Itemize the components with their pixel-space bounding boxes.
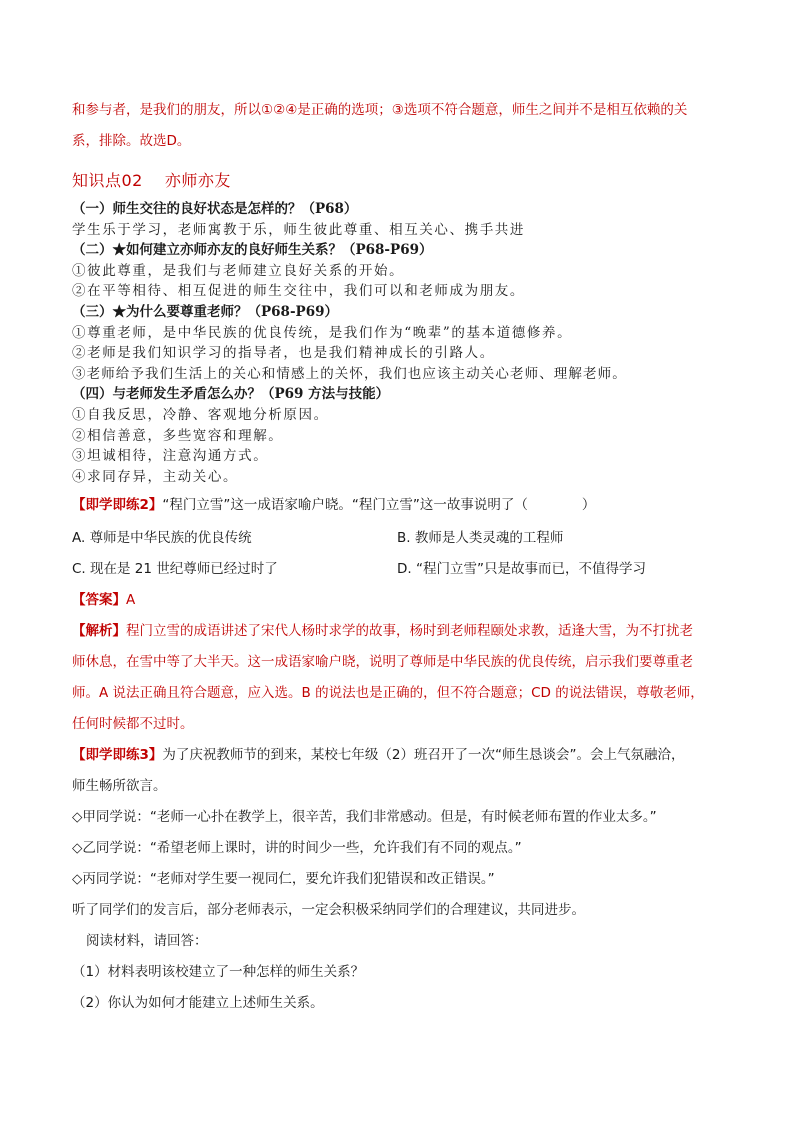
analysis-line: 程门立雪的成语讲述了宋代人杨时求学的故事，杨时到老师程颐处求教，适逢大雪，为不打扰老 [126, 623, 693, 639]
option-b: B. 教师是人类灵魂的工程师 [397, 530, 564, 546]
previous-analysis-line-2: 系，排除。故选D。 [72, 133, 191, 149]
answer-value: A [126, 592, 136, 608]
practice-3-tag: 【即学即练3】 [72, 747, 163, 763]
option-d: D. “程门立雪”只是故事而已，不值得学习 [397, 561, 646, 577]
student-quote: ◇乙同学说：“希望老师上课时，讲的时间少一些，允许我们有不同的观点。” [72, 840, 522, 856]
practice-3 [72, 740, 722, 1019]
knowledge-line: ③坦诚相待，注意沟通方式。 [72, 448, 269, 465]
knowledge-line: ①自我反思，冷静、客观地分析原因。 [72, 406, 329, 423]
analysis-tag: 【解析】 [72, 623, 126, 639]
sub-question-1: （1）材料表明该校建立了一种怎样的师生关系？ [72, 964, 365, 980]
practice-2-question-text: “程门立雪”这一成语家喻户晓。“程门立雪”这一故事说明了（ ） [162, 497, 596, 513]
knowledge-question-3: （三）★为什么要尊重老师？（P68-P69） [72, 303, 338, 320]
knowledge-question-1: （一）师生交往的良好状态是怎样的？（P68） [72, 201, 358, 217]
student-quote: ◇甲同学说：“老师一心扑在教学上，很辛苦，我们非常感动。但是，有时候老师布置的作业太多。” [72, 809, 657, 825]
knowledge-line: ②老师是我们知识学习的指导者，也是我们精神成长的引路人。 [72, 345, 495, 362]
knowledge-line: 学生乐于学习，老师寓教于乐，师生彼此尊重、相互关心、携手共进 [72, 221, 525, 238]
practice-2-answer [72, 585, 722, 616]
knowledge-line: ④求同存异，主动关心。 [72, 468, 239, 485]
practice-2-tag: 【即学即练2】 [72, 497, 163, 513]
analysis-line: 师。A 说法正确且符合题意，应入选。B 的说法也是正确的，但不符合题意；CD 的说法错误，尊敬老师， [72, 685, 704, 701]
knowledge-line: ③老师给予我们生活上的关心和情感上的关怀，我们也应该主动关心老师、理解老师。 [72, 365, 627, 382]
option-a: A. 尊师是中华民族的优良传统 [72, 530, 252, 546]
knowledge-points [72, 199, 722, 487]
analysis-line: 任何时候都不过时。 [72, 716, 194, 732]
sub-question-2: （2）你认为如何才能建立上述师生关系。 [72, 995, 324, 1011]
practice-3-intro-cont: 师生畅所欲言。 [72, 778, 167, 794]
practice-2-analysis [72, 616, 722, 740]
section-number: 知识点02 [72, 171, 143, 190]
practice-2-options [72, 526, 722, 586]
knowledge-question-2: （二）★如何建立亦师亦友的良好师生关系？（P68-P69） [72, 242, 433, 259]
knowledge-line: ②在平等相待、相互促进的师生交往中，我们可以和老师成为朋友。 [72, 283, 525, 300]
practice-3-intro: 为了庆祝教师节的到来，某校七年级（2）班召开了一次“师生恳谈会”。会上气氛融洽， [162, 747, 685, 763]
practice-2-question [72, 491, 722, 519]
option-c: C. 现在是 21 世纪尊师已经过时了 [72, 561, 278, 577]
knowledge-line: ①尊重老师，是中华民族的优良传统，是我们作为“晚辈”的基本道德修养。 [72, 324, 573, 341]
teacher-response: 听了同学们的发言后，部分老师表示，一定会积极采纳同学们的合理建议，共同进步。 [72, 902, 585, 918]
section-title: 亦师亦友 [164, 171, 231, 190]
previous-analysis [72, 95, 722, 157]
knowledge-line: ①彼此尊重，是我们与老师建立良好关系的开始。 [72, 262, 405, 279]
knowledge-line: ②相信善意，多些宽容和理解。 [72, 427, 284, 444]
student-quote: ◇丙同学说：“老师对学生要一视同仁，要允许我们犯错误和改正错误。” [72, 871, 495, 887]
answer-tag: 【答案】 [72, 592, 126, 608]
knowledge-question-4: （四）与老师发生矛盾怎么办？（P69 方法与技能） [72, 386, 390, 403]
previous-analysis-line-1: 和参与者，是我们的朋友，所以①②④是正确的选项；③选项不符合题意，师生之间并不是相互依赖的关 [72, 102, 688, 118]
analysis-line: 师休息，在雪中等了大半天。这一成语家喻户晓，说明了尊师是中华民族的优良传统，启示我们要尊重老 [72, 654, 693, 670]
section-heading [72, 168, 722, 191]
reading-prompt: 阅读材料，请回答： [86, 933, 208, 949]
